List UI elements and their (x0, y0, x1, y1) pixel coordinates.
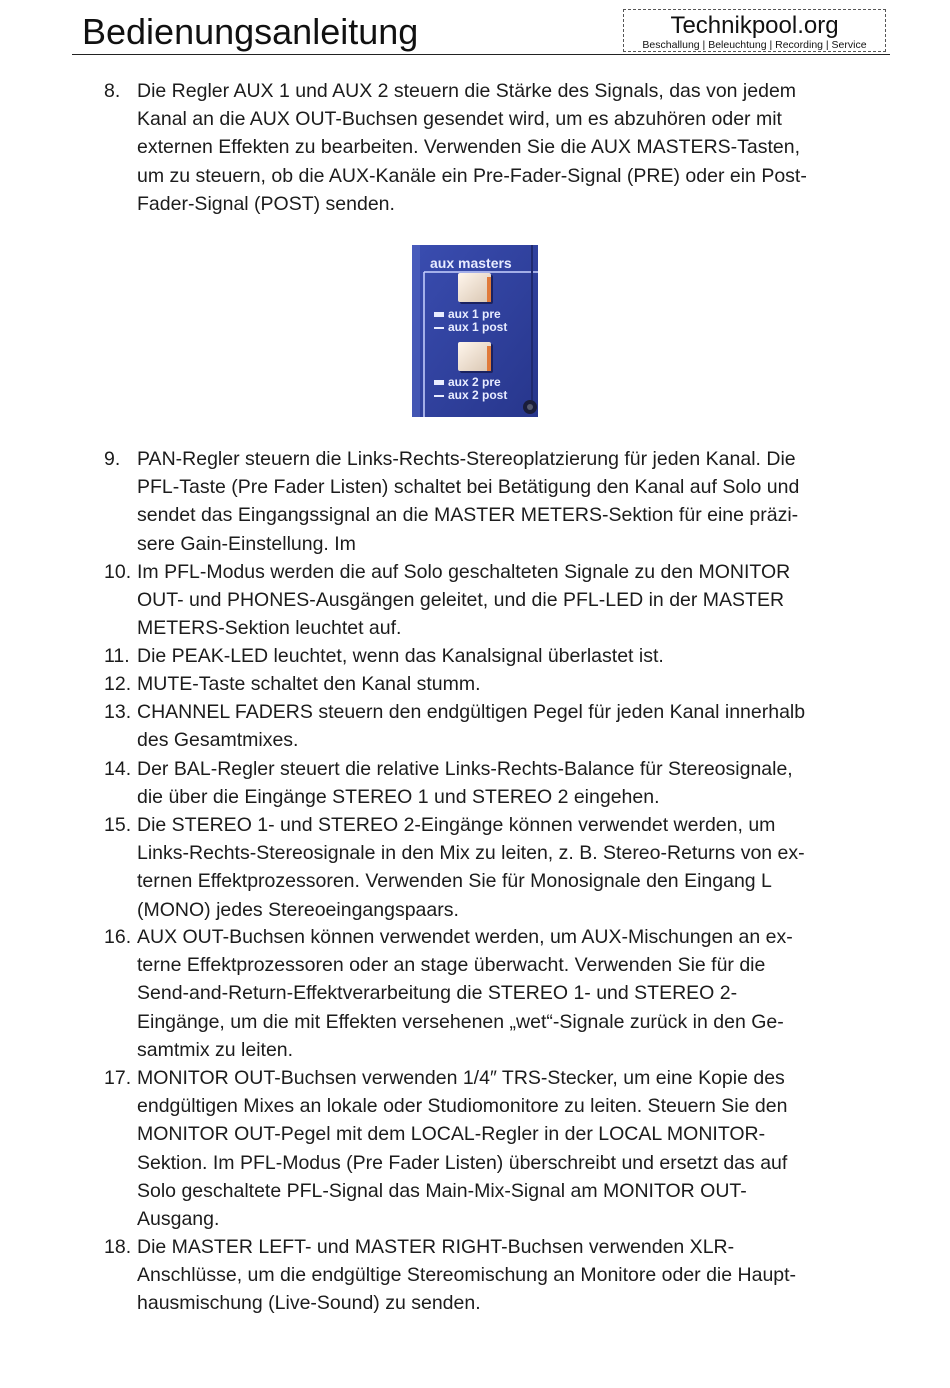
item-number: 14. (104, 758, 132, 780)
item-text: Die MASTER LEFT- und MASTER RIGHT-Buchsen verwenden XLR- Anschlüsse, um die endgültige Stereomischung an Monitore oder die Haupt- hausmischung (Live-Sound) zu senden. (137, 1236, 797, 1315)
item-number: 10. (104, 561, 132, 583)
figure-title: aux masters (430, 255, 512, 271)
logo-name: Technikpool.org (670, 12, 839, 39)
item-text: Die Regler AUX 1 und AUX 2 steuern die Stärke des Signals, das von jedem Kanal an die AUX OUT-Buchsen gesendet wird, um es abzuhören oder mit externen Effekten zu bearbeiten. Verwenden Sie die AUX MASTERS-Tasten, um zu steuern, ob die AUX-Kanäle ein Pre-Fader-Signal (PRE) oder ein Post- Fader-Signal (POST) senden. (137, 80, 807, 215)
list-item-14 (104, 755, 884, 811)
list-item-8 (104, 77, 884, 218)
item-text: Der BAL-Regler steuert die relative Links-Rechts-Balance für Stereosignale, die über die Eingänge STEREO 1 und STEREO 2 eingehen. (137, 758, 793, 809)
item-text: AUX OUT-Buchsen können verwendet werden, um AUX-Mischungen an ex- terne Effektprozessoren oder an stage überwacht. Verwenden Sie für die Send-and-Return-Effektverarbeitung die STEREO 1- und STEREO 2- Eingänge, um die mit Effekten versehenen „wet“-Signale zurück in den Ge- samtmix zu leiten. (137, 926, 793, 1061)
item-text: Die PEAK-LED leuchtet, wenn das Kanalsignal überlastet ist. (137, 645, 664, 667)
aux-masters-photo (412, 245, 538, 417)
item-number: 17. (104, 1067, 132, 1089)
header-divider (72, 54, 890, 55)
item-number: 11. (104, 645, 130, 667)
item-text: Im PFL-Modus werden die auf Solo geschalteten Signale zu den MONITOR OUT- und PHONES-Ausgängen geleitet, und die PFL-LED in der MASTER METERS-Sektion leuchtet auf. (137, 561, 791, 640)
logo (623, 9, 886, 52)
list-item-10 (104, 558, 884, 643)
list-item-18 (104, 1233, 884, 1318)
item-text: MONITOR OUT-Buchsen verwenden 1/4″ TRS-Stecker, um eine Kopie des endgültigen Mixes an lokale oder Studiomonitore zu leiten. Steuern Sie den MONITOR OUT-Pegel mit dem LOCAL-Regler in der LOCAL MONITOR- Sektion. Im PFL-Modus (Pre Fader Listen) überschreibt und ersetzt das auf Solo geschaltete PFL-Signal das Main-Mix-Signal am MONITOR OUT- Ausgang. (137, 1067, 788, 1231)
aux2-pre-label: aux 2 pre (448, 375, 501, 389)
list-item-17 (104, 1064, 884, 1233)
aux1-post-label: aux 1 post (448, 320, 508, 334)
list-item-11 (104, 642, 884, 670)
item-number: 15. (104, 814, 132, 836)
aux2-post-label: aux 2 post (448, 388, 508, 402)
item-number: 18. (104, 1236, 132, 1258)
list-item-9 (104, 445, 884, 558)
item-number: 12. (104, 673, 132, 695)
logo-tagline: Beschallung | Beleuchtung | Recording | Service (642, 39, 867, 51)
list-item-13 (104, 698, 884, 754)
item-text: MUTE-Taste schaltet den Kanal stumm. (137, 673, 481, 695)
list-item-12 (104, 670, 884, 698)
list-item-15 (104, 811, 884, 924)
item-number: 9. (104, 448, 121, 470)
page-title: Bedienungsanleitung (82, 11, 419, 52)
item-text: CHANNEL FADERS steuern den endgültigen Pegel für jeden Kanal innerhalb des Gesamtmixes. (137, 701, 806, 752)
item-text: Die STEREO 1- und STEREO 2-Eingänge können verwendet werden, um Links-Rechts-Stereosignale in den Mix zu leiten, z. B. Stereo-Returns von ex- ternen Effektprozessoren. Verwenden Sie für Monosignale den Eingang L (MONO) jedes Stereoeingangspaars. (137, 814, 805, 921)
list-item-16 (104, 923, 884, 1064)
item-number: 8. (104, 80, 121, 102)
item-number: 13. (104, 701, 132, 723)
aux1-pre-label: aux 1 pre (448, 307, 501, 321)
item-number: 16. (104, 926, 132, 948)
item-text: PAN-Regler steuern die Links-Rechts-Stereoplatzierung für jeden Kanal. Die PFL-Taste (Pre Fader Listen) schaltet bei Betätigung den Kanal auf Solo und sendet das Eingangssignal an die MASTER METERS-Sektion für eine präzi- sere Gain-Einstellung. Im (137, 448, 800, 555)
